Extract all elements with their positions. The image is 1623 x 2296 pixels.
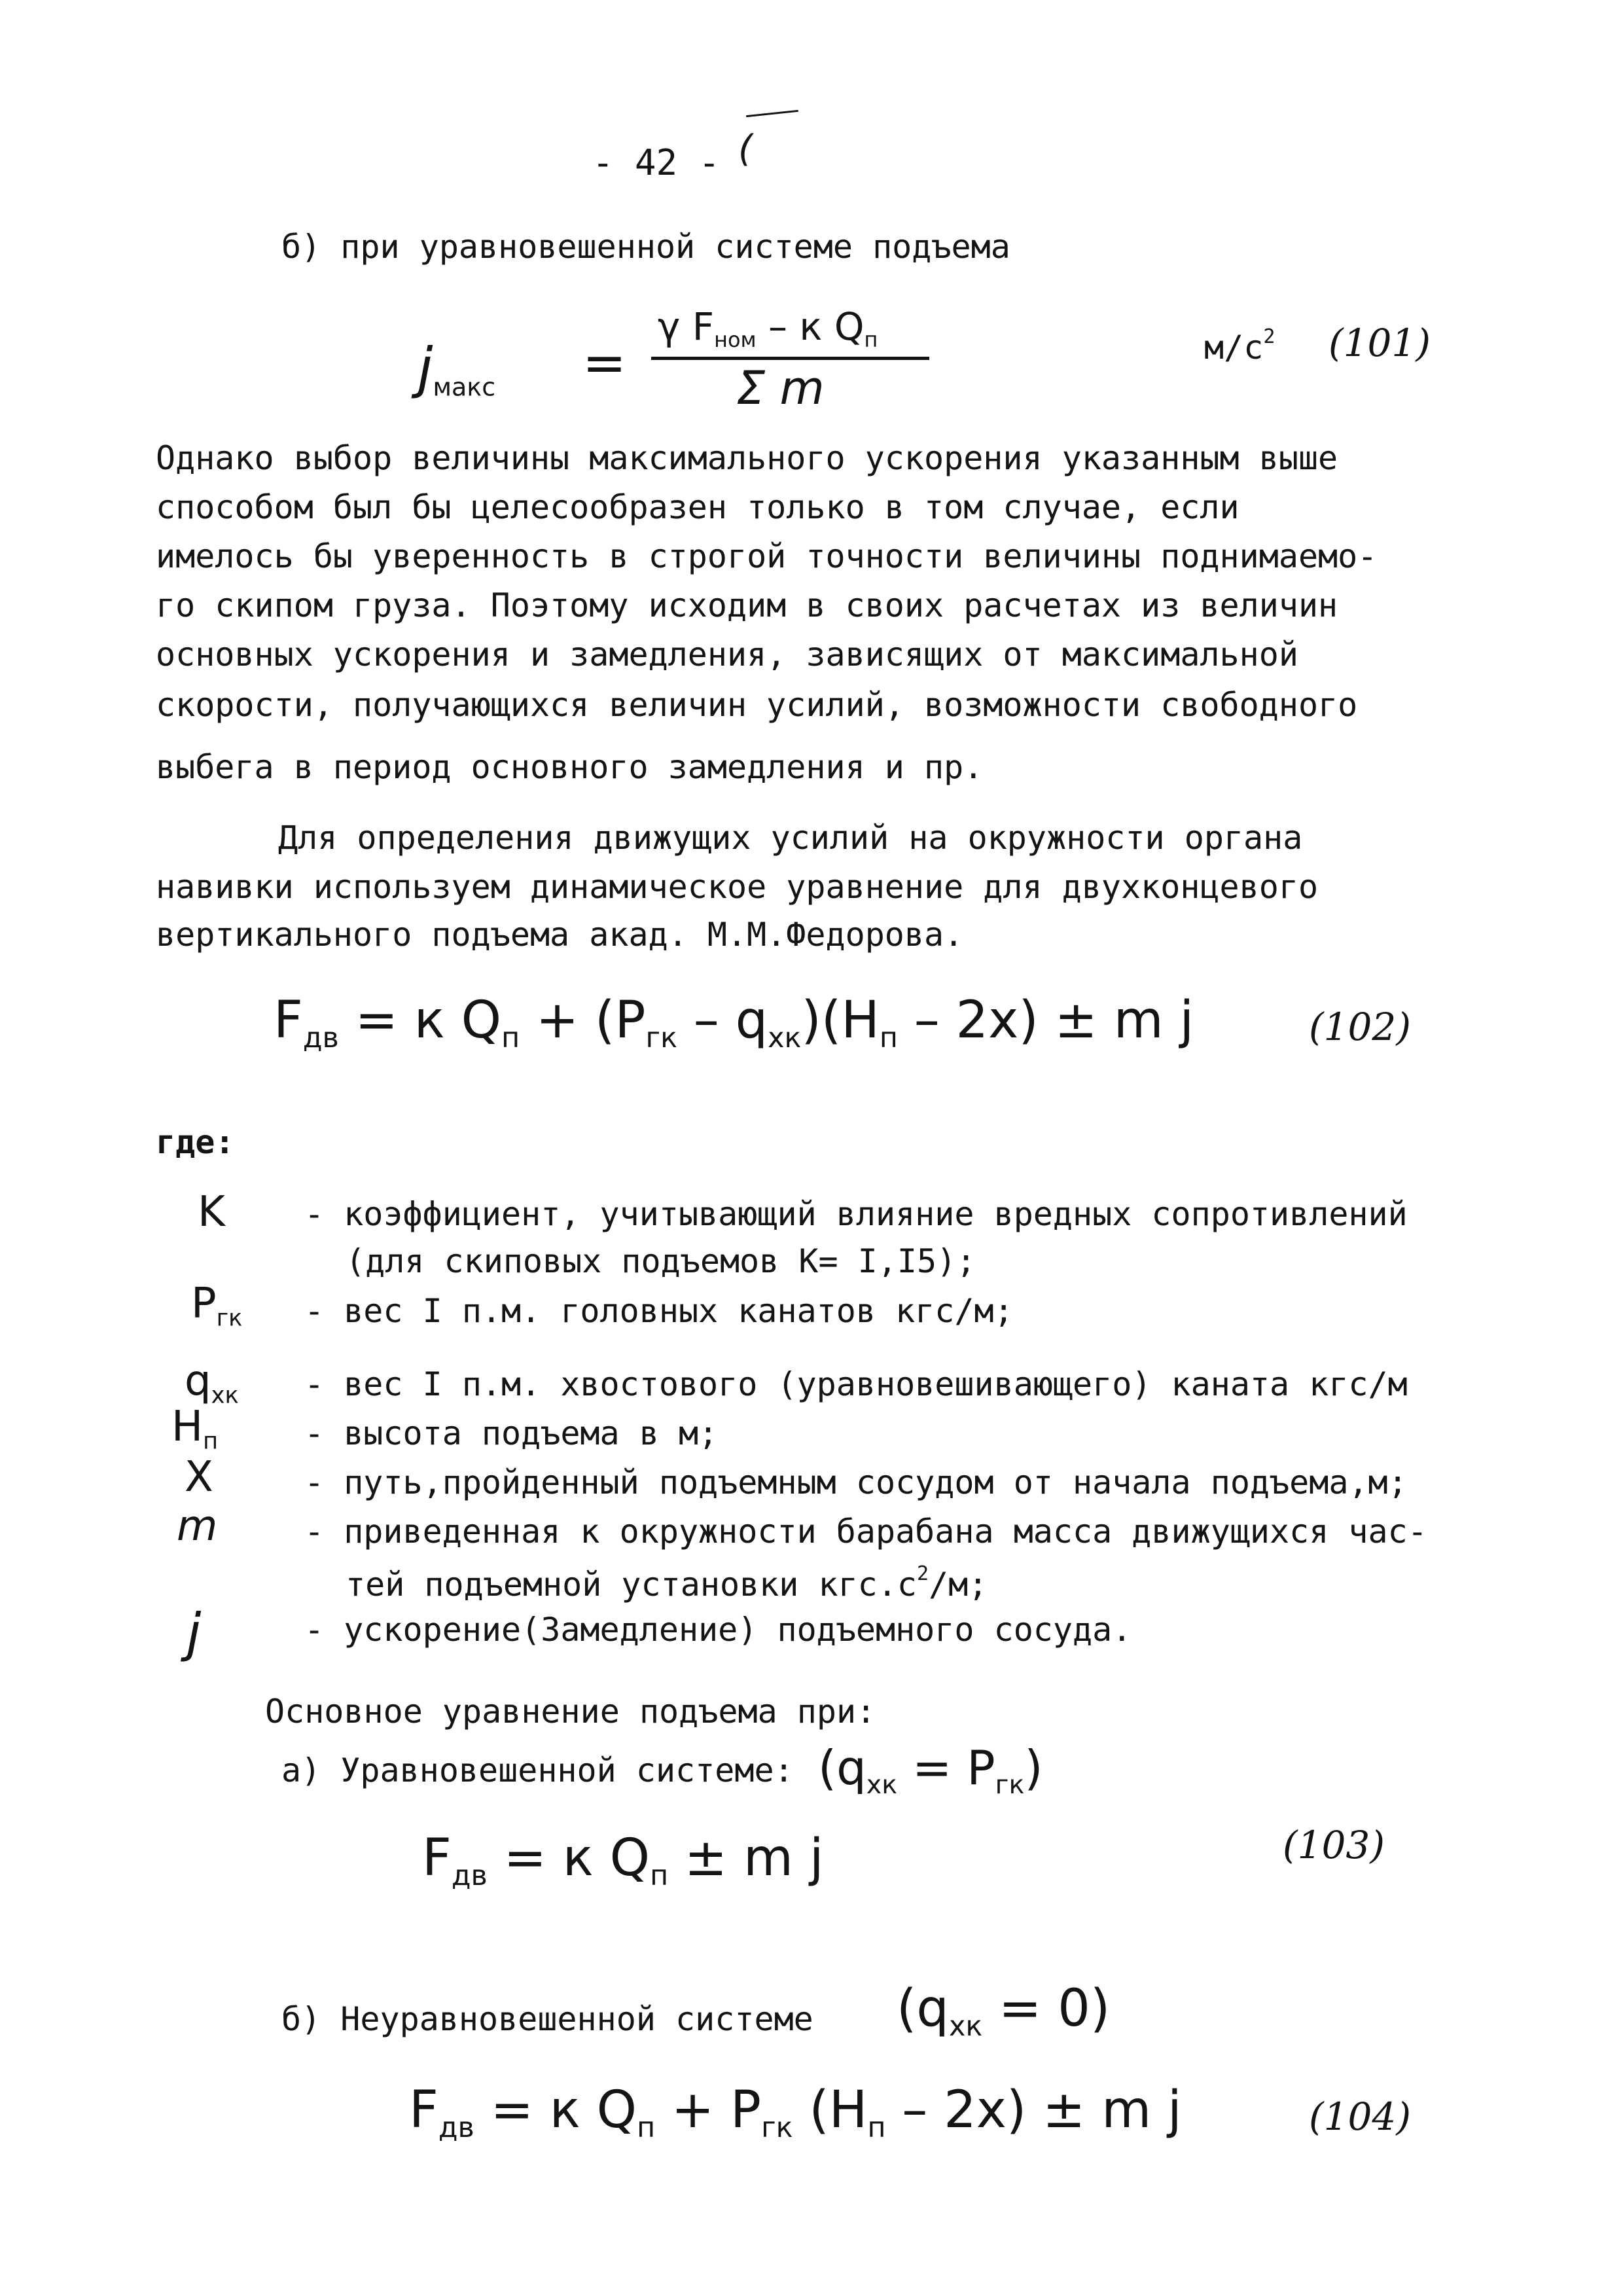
case-b-heading: б) при уравновешенной системе подъема — [281, 228, 1010, 266]
definition-m-line-2: тей подъемной установки $кгс.с^2/м$; — [346, 1562, 988, 1604]
formula-101-denominator: Σ m — [736, 361, 825, 415]
definition-x-line-1: - путь,пройденный подъемным сосудом от начала подъема,м; — [304, 1463, 1408, 1501]
equation-number-103: (103) — [1283, 1823, 1385, 1867]
paragraph-2-line-3: вертикального подъема акад. М.М.Федорова. — [156, 916, 964, 954]
definition-m-line-1: - приведенная к окружности барабана масса движущихся час- — [304, 1513, 1427, 1551]
case-a-condition: $(q_{хк} = P_{гк})$ — [818, 1740, 1043, 1800]
paragraph-1-line-4: го скипом груза. Поэтому исходим в своих расчетах из величин — [156, 586, 1338, 624]
definition-symbol-m: m — [177, 1502, 218, 1551]
equation-number-104: (104) — [1309, 2094, 1411, 2139]
paragraph-1-line-7: выбега в период основного замедления и пр. — [156, 748, 984, 786]
paragraph-1-line-5: основных ускорения и замедления, зависящих от максимальной — [156, 636, 1298, 673]
case-a-heading: а) Уравновешенной системе: — [281, 1751, 794, 1789]
page-mark: ( — [738, 128, 753, 170]
equation-number-102: (102) — [1309, 1005, 1411, 1049]
paragraph-1-line-3: имелось бы уверенность в строгой точности величины поднимаемо- — [156, 537, 1378, 575]
definition-symbol-j: j — [187, 1602, 202, 1663]
definition-k-line-2: (для скиповых подъемов К= I,I5); — [346, 1242, 976, 1280]
definition-symbol-p-gk: $P_{гк}$ — [191, 1280, 243, 1332]
definition-q-xk-line-1: - вес I п.м. хвостового (уравновешивающего) каната кгс/м — [304, 1365, 1408, 1403]
case-b-condition: $(q_{хк} = 0)$ — [897, 1979, 1111, 2043]
formula-103: $F_{дв} = к$ $Q_п \pm m$ j — [422, 1829, 824, 1892]
formula-104: $F_{дв} = к$ $Q_п + P_{гк}$ $(H_п - 2x) \pm m$ j — [409, 2081, 1182, 2144]
definition-symbol-x: X — [185, 1453, 213, 1501]
basic-equation-heading: Основное уравнение подъема при: — [265, 1693, 876, 1731]
paragraph-1-line-2: способом был бы целесообразен только в том случае, если — [156, 488, 1240, 526]
paragraph-1-line-6: скорости, получающихся величин усилий, возможности свободного — [156, 686, 1358, 724]
definition-symbol-q-xk: $q_{хк}$ — [185, 1357, 239, 1409]
formula-102: $F_{дв} = к$ $Q_п + (P_{гк} - q_{хк})(H_п - 2x) \pm m$ j — [274, 991, 1194, 1054]
case-b-unbalanced-heading: б) Неуравновешенной системе — [281, 2000, 813, 2038]
equation-number-101: (101) — [1329, 321, 1431, 365]
definition-symbol-k: K — [198, 1188, 225, 1236]
formula-101-numerator: γ $F_{ном}$ – к $Q_п$ — [658, 304, 878, 353]
paragraph-2-line-2: навивки используем динамическое уравнение для двухконцевого — [156, 868, 1319, 906]
paragraph-2-line-1: Для определения движущих усилий на окружности органа — [278, 819, 1303, 857]
definition-k-line-1: - коэффициент, учитывающий влияние вредных сопротивлений — [304, 1195, 1408, 1233]
definition-h-n-line-1: - высота подъема в м; — [304, 1414, 719, 1452]
where-label: где: — [156, 1123, 235, 1161]
page-number: - 42 - — [592, 142, 721, 183]
paragraph-1-line-1: Однако выбор величины максимального ускорения указанным выше — [156, 439, 1338, 477]
formula-101-equals: = — [582, 332, 627, 393]
definition-j-line-1: - ускорение(Замедление) подъемного сосуда. — [304, 1611, 1132, 1649]
page-mark-stroke — [746, 110, 798, 117]
formula-101-unit: $м/с^2$ — [1204, 325, 1275, 367]
definition-symbol-h-n: $H_п$ — [171, 1403, 219, 1455]
definition-p-gk-line-1: - вес I п.м. головных канатов кгс/м; — [304, 1292, 1014, 1330]
formula-101-lhs: $j_{макс}$ — [418, 336, 496, 402]
formula-101-fraction-bar — [651, 357, 929, 360]
